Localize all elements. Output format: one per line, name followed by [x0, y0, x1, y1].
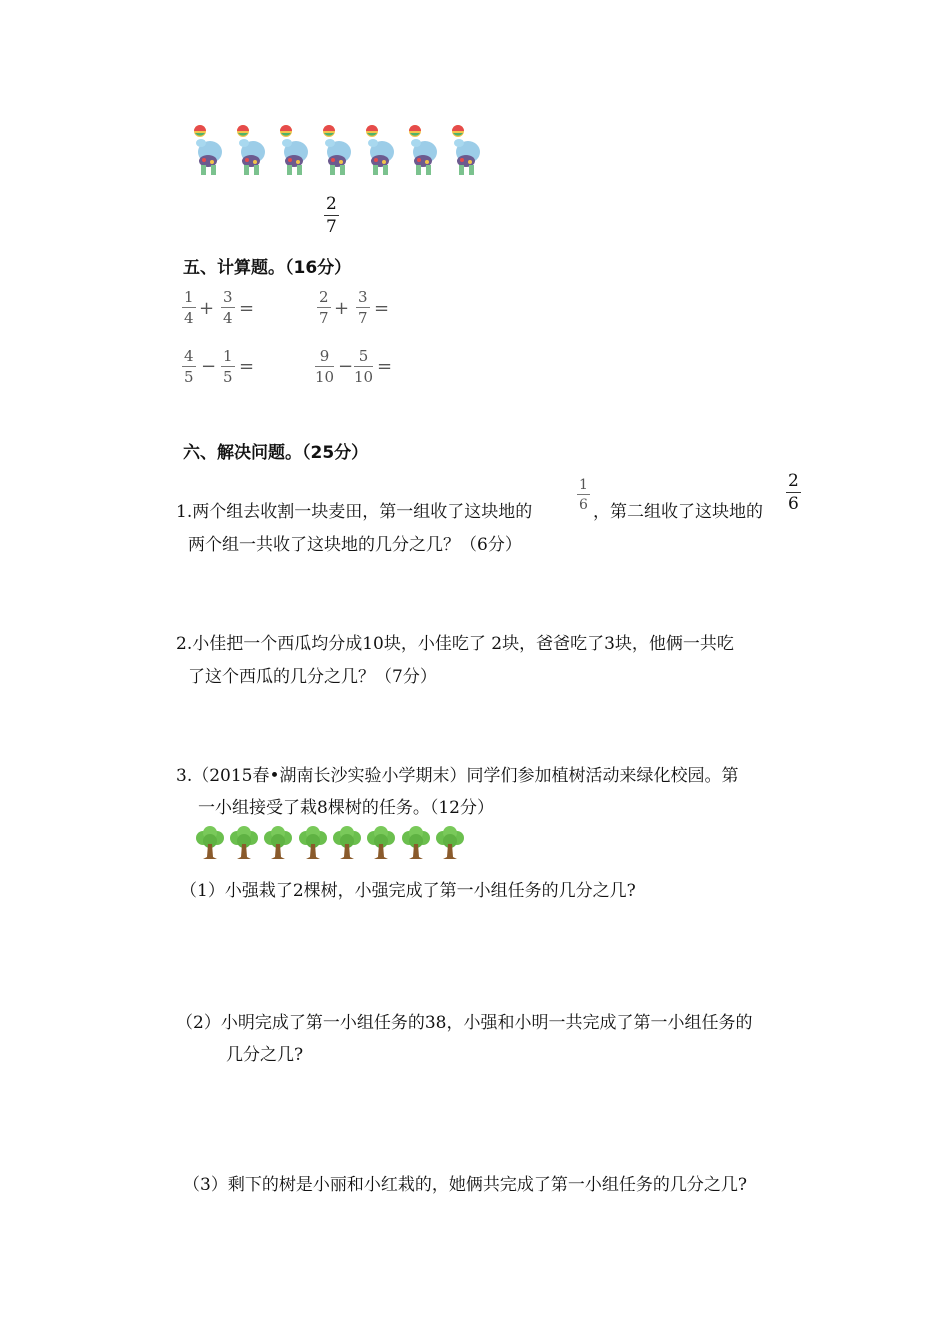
operator: − — [338, 356, 354, 377]
fraction-numerator: 3 — [223, 288, 233, 306]
q1-fraction-1 — [577, 478, 590, 512]
fraction-numerator: 5 — [358, 347, 369, 365]
fraction-denominator: 10 — [315, 368, 335, 386]
tree-icon — [435, 826, 465, 860]
fraction-denominator: 4 — [184, 309, 194, 327]
dinosaur-ball-figure — [233, 124, 269, 182]
q1-line1-part2: ，第二组收了这块地的 — [593, 502, 763, 522]
fraction-b — [221, 349, 235, 385]
equals-sign: = — [377, 356, 393, 377]
fraction-denominator: 7 — [358, 309, 368, 327]
fraction-numerator: 3 — [358, 288, 368, 306]
fraction-denominator: 7 — [326, 217, 337, 237]
dinosaur-ball-figure — [190, 124, 226, 182]
fraction-numerator: 2 — [788, 471, 799, 491]
fraction-numerator: 2 — [319, 288, 329, 306]
operator: + — [334, 298, 350, 319]
figure-fraction — [324, 196, 339, 236]
dinosaur-ball-figure — [319, 124, 355, 182]
dinosaur-ball-figure — [276, 124, 312, 182]
tree-icon — [263, 826, 293, 860]
tree-icon — [332, 826, 362, 860]
section6-title: 六、解决问题。（25分） — [183, 443, 369, 463]
fraction-b — [354, 349, 373, 385]
fraction-a — [317, 290, 331, 326]
fraction-b — [356, 290, 370, 326]
q2-line2: 了这个西瓜的几分之几？（7分） — [188, 667, 437, 687]
equals-sign: = — [374, 298, 390, 319]
fraction-a — [315, 349, 334, 385]
fraction-numerator: 4 — [184, 347, 194, 365]
fraction-denominator: 5 — [184, 368, 194, 386]
q1-line1-part1: 1.两个组去收割一块麦田，第一组收了这块地的 — [176, 502, 533, 522]
operator: + — [199, 298, 215, 319]
fraction-numerator: 1 — [184, 288, 194, 306]
fraction-b — [221, 290, 235, 326]
dinosaur-ball-figure — [405, 124, 441, 182]
q3-line2: 一小组接受了栽8棵树的任务。（12分） — [198, 798, 494, 818]
operator: − — [201, 356, 217, 377]
q1-line2: 两个组一共收了这块地的几分之几？（6分） — [188, 535, 522, 555]
tree-icon — [298, 826, 328, 860]
section5-title: 五、计算题。（16分） — [183, 258, 352, 278]
tree-icon — [401, 826, 431, 860]
q3-sub2-line1: （2）小明完成了第一小组任务的38，小强和小明一共完成了第一小组任务的 — [176, 1013, 753, 1033]
fraction-denominator: 5 — [223, 368, 233, 386]
fraction-numerator: 2 — [326, 194, 337, 214]
fraction-a — [182, 290, 196, 326]
fraction-denominator: 6 — [788, 494, 799, 514]
fraction-numerator: 1 — [579, 477, 588, 493]
fraction-denominator: 6 — [579, 497, 588, 513]
fraction-a — [182, 349, 196, 385]
fraction-denominator: 10 — [354, 368, 374, 386]
q3-sub3: （3）剩下的树是小丽和小红栽的，她俩共完成了第一小组任务的几分之几? — [183, 1175, 747, 1195]
q2-line1: 2.小佳把一个西瓜均分成10块，小佳吃了 2块，爸爸吃了3块，他俩一共吃 — [176, 634, 734, 654]
equals-sign: = — [239, 356, 255, 377]
tree-icon — [366, 826, 396, 860]
fraction-denominator: 7 — [319, 309, 329, 327]
q3-sub1: （1）小强栽了2棵树，小强完成了第一小组任务的几分之几? — [180, 881, 636, 901]
fraction-numerator: 9 — [319, 347, 330, 365]
q3-line1: 3.（2015春•湖南长沙实验小学期末）同学们参加植树活动来绿化校园。第 — [176, 766, 739, 786]
dinosaur-ball-figure — [448, 124, 484, 182]
tree-icon — [229, 826, 259, 860]
q3-sub2-line2: 几分之几? — [226, 1045, 304, 1065]
dinosaur-ball-figure — [362, 124, 398, 182]
equals-sign: = — [239, 298, 255, 319]
fraction-numerator: 1 — [223, 347, 233, 365]
tree-icon — [195, 826, 225, 860]
fraction-denominator: 4 — [223, 309, 233, 327]
q1-fraction-2 — [786, 473, 801, 513]
